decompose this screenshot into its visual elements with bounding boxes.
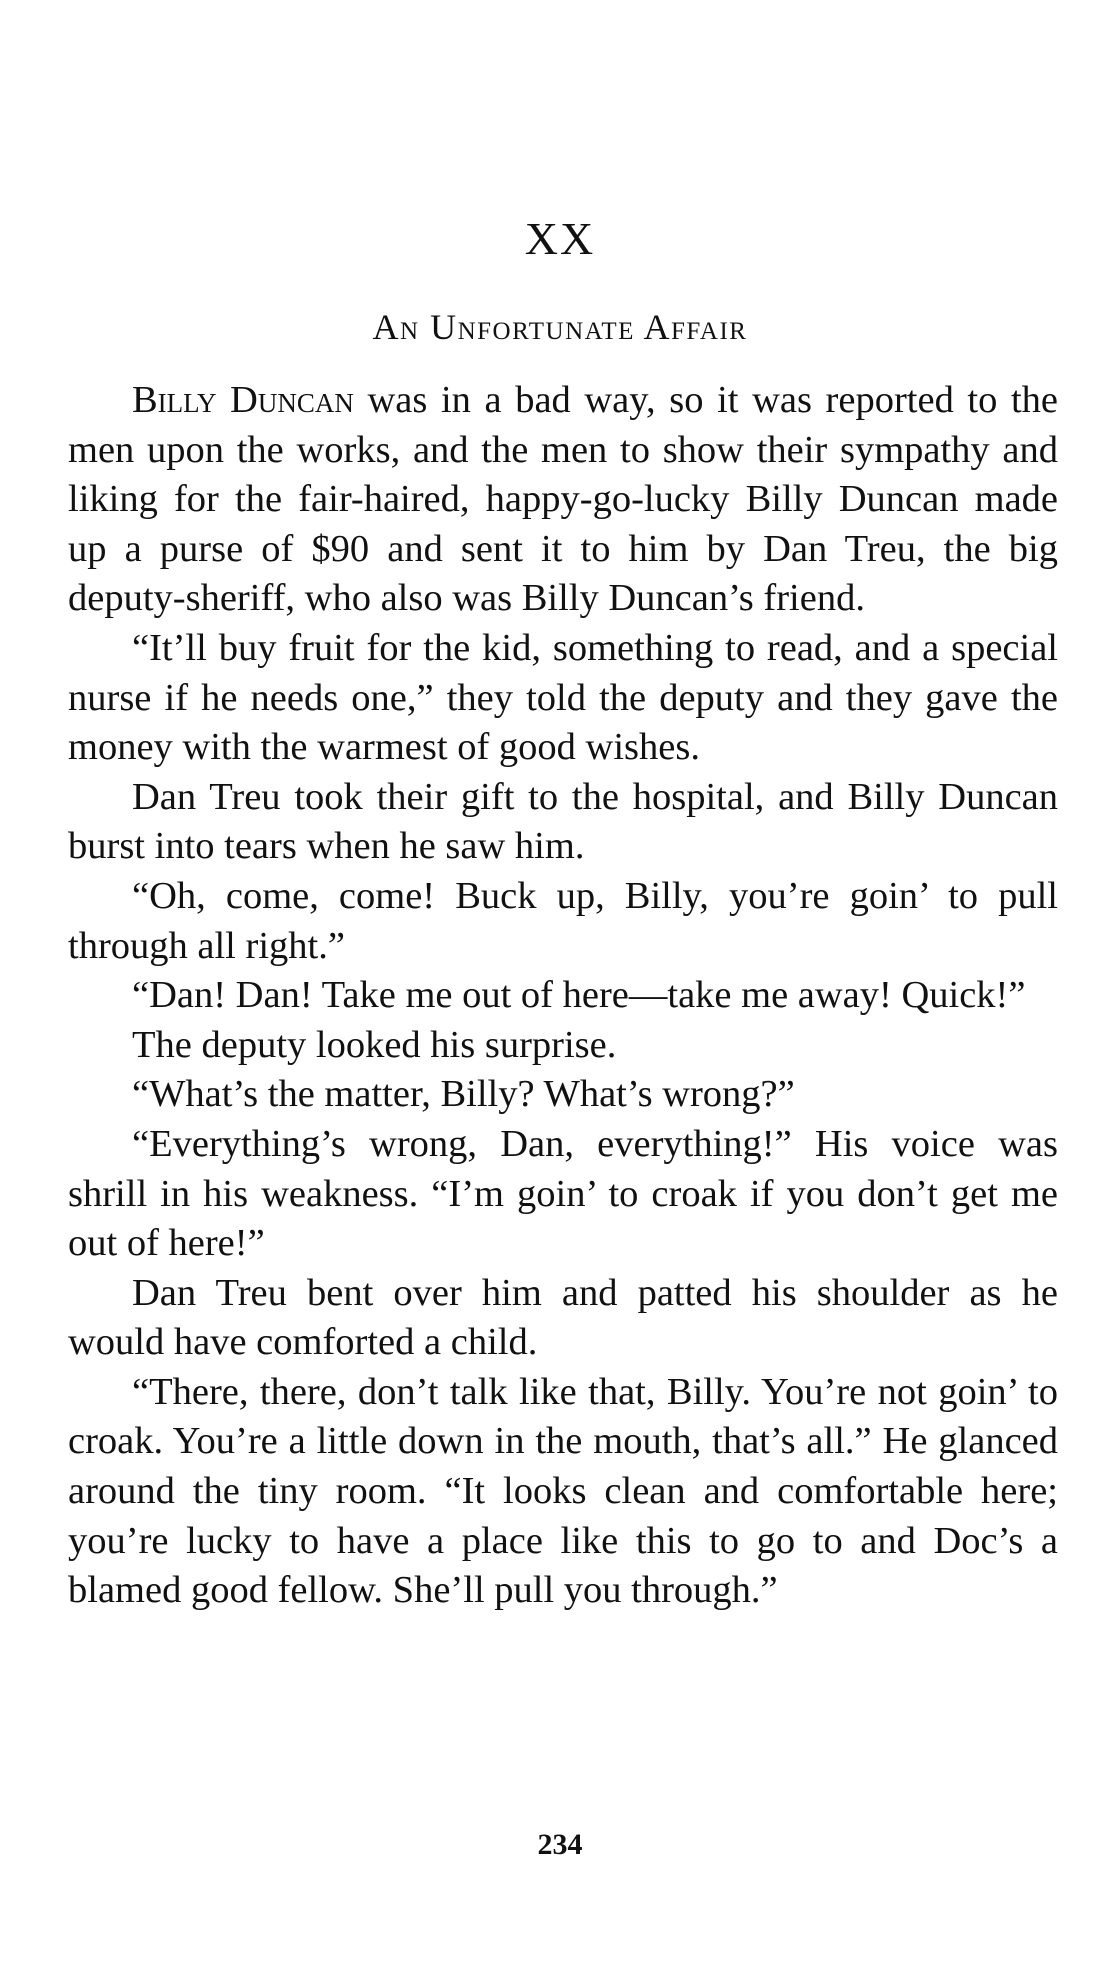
paragraph-text: was in a bad way, so it was reported to the men upon the works, and the men to show their sympathy and liking for the fair-haired, happy-go-lucky Billy Duncan made up a purse of $90 and sent it to him by Dan Treu, the big deputy-sheriff, who also was Billy Duncan’s friend. [68, 379, 1059, 620]
page-number: 234 [537, 1828, 583, 1861]
paragraph: “Oh, come, come! Buck up, Billy, you’re goin’ to pull through all right.” [68, 874, 1058, 967]
chapter-title: An Unfortunate Affair [372, 307, 748, 347]
paragraph: “There, there, don’t talk like that, Billy. You’re not goin’ to croak. You’re a little down in the mouth, that’s all.” He glanced around the tiny room. “It looks clean and comfortable here; you’re lucky to have a place like this to go to and Doc’s a blamed good fellow. She’ll pull you through.” [68, 1370, 1058, 1612]
paragraph: “Dan! Dan! Take me out of here—take me away! Quick!” [132, 974, 1026, 1017]
chapter-number: XX [524, 213, 596, 264]
paragraph: The deputy looked his surprise. [132, 1023, 617, 1066]
paragraph: “What’s the matter, Billy? What’s wrong?” [132, 1073, 795, 1116]
paragraph: “Everything’s wrong, Dan, everything!” His voice was shrill in his weakness. “I’m goin’ to croak if you don’t get me out of here!” [68, 1122, 1058, 1265]
paragraph [68, 376, 1058, 624]
chapter-body [68, 376, 1058, 1616]
paragraph: “It’ll buy fruit for the kid, something to read, and a special nurse if he needs one,” they told the deputy and they gave the money with the warmest of good wishes. [68, 626, 1058, 769]
paragraph: Dan Treu took their gift to the hospital, and Billy Duncan burst into tears when he saw him. [68, 775, 1058, 868]
paragraph: Dan Treu bent over him and patted his shoulder as he would have comforted a child. [68, 1271, 1058, 1364]
paragraph-lead-name: Billy Duncan [132, 379, 354, 421]
